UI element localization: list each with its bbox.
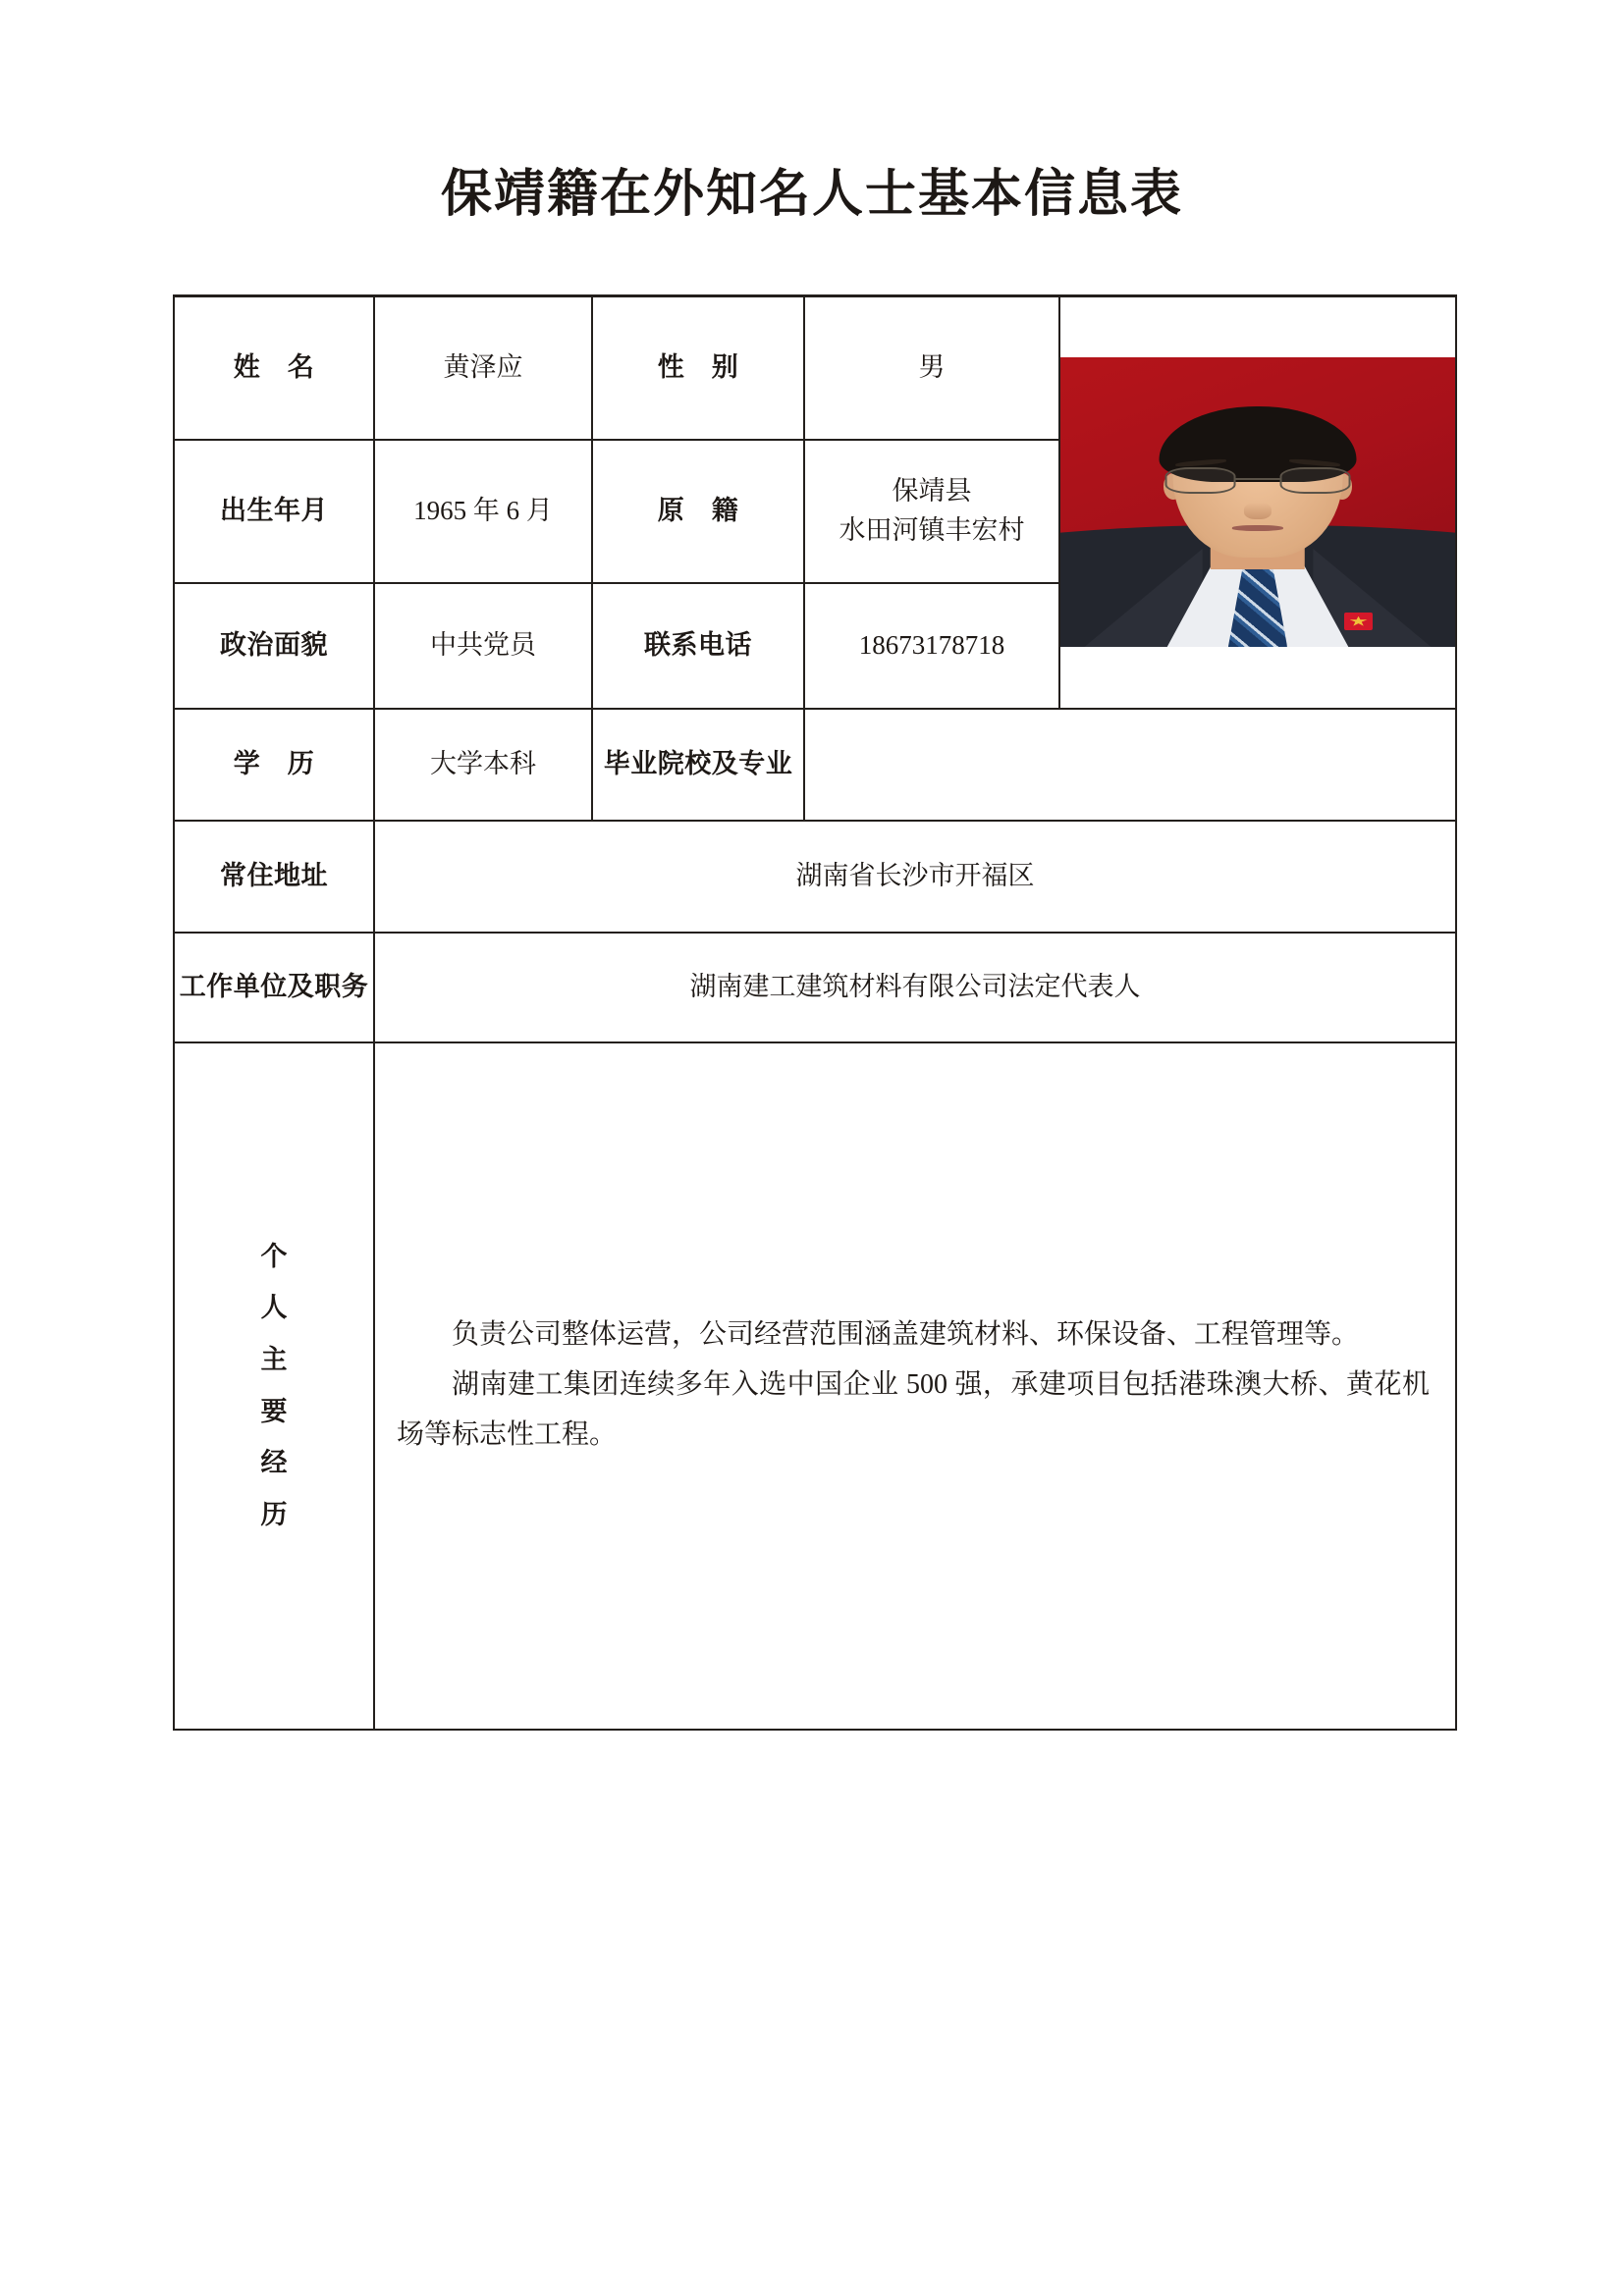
experience-paragraph: 负责公司整体运营，公司经营范围涵盖建筑材料、环保设备、工程管理等。 xyxy=(452,1319,1360,1351)
cell-label-school xyxy=(592,709,804,821)
experience-label-char: 经 xyxy=(260,1448,288,1478)
value-birth-date: 1965 年 6 月 xyxy=(413,495,553,525)
cell-label-address xyxy=(174,821,374,933)
experience-label-char: 个 xyxy=(260,1241,288,1271)
table-row-name xyxy=(174,296,1456,440)
portrait-illustration xyxy=(1060,357,1455,647)
experience-label-char: 要 xyxy=(260,1396,288,1426)
value-political-status: 中共党员 xyxy=(430,629,536,660)
cell-label-origin xyxy=(592,440,804,583)
cell-label-education xyxy=(174,709,374,821)
person-info-table xyxy=(173,294,1457,1731)
label-name: 姓 名 xyxy=(233,352,315,383)
cell-value-origin xyxy=(804,440,1059,583)
cell-value-political xyxy=(374,583,592,709)
value-education: 大学本科 xyxy=(430,748,536,778)
label-phone: 联系电话 xyxy=(644,629,752,660)
cell-label-birth xyxy=(174,440,374,583)
cell-label-political xyxy=(174,583,374,709)
label-gender: 性 别 xyxy=(657,352,739,383)
cell-photo xyxy=(1059,296,1456,709)
label-education: 学 历 xyxy=(233,748,315,778)
table-row-education xyxy=(174,709,1456,821)
party-emblem-pin-icon xyxy=(1344,613,1372,630)
cell-value-name xyxy=(374,296,592,440)
cell-value-birth xyxy=(374,440,592,583)
value-native-place-line2: 水田河镇丰宏村 xyxy=(839,514,1025,545)
label-political-status: 政治面貌 xyxy=(220,629,328,660)
label-school-major: 毕业院校及专业 xyxy=(603,748,793,778)
cell-value-experience xyxy=(374,1042,1456,1730)
portrait-nose xyxy=(1244,503,1272,520)
label-native-place: 原 籍 xyxy=(657,495,739,525)
experience-label-char: 历 xyxy=(260,1499,288,1529)
cell-value-phone xyxy=(804,583,1059,709)
label-residence: 常住地址 xyxy=(220,860,328,890)
table-row-experience xyxy=(174,1042,1456,1730)
table-row-address xyxy=(174,821,1456,933)
cell-value-school xyxy=(804,709,1456,821)
label-birth-date: 出生年月 xyxy=(220,495,328,525)
cell-value-workplace xyxy=(374,933,1456,1042)
label-personal-experience xyxy=(175,1231,373,1541)
cell-label-experience xyxy=(174,1042,374,1730)
cell-value-education xyxy=(374,709,592,821)
cell-label-gender xyxy=(592,296,804,440)
experience-label-char: 人 xyxy=(260,1293,288,1323)
cell-value-address xyxy=(374,821,1456,933)
cell-label-name xyxy=(174,296,374,440)
experience-text xyxy=(397,1310,1430,1461)
value-residence: 湖南省长沙市开福区 xyxy=(795,860,1035,890)
page-title: 保靖籍在外知名人士基本信息表 xyxy=(440,167,1183,223)
table-row-workplace xyxy=(174,933,1456,1042)
cell-label-workplace xyxy=(174,933,374,1042)
experience-label-char: 主 xyxy=(260,1344,288,1374)
label-workplace-position: 工作单位及职务 xyxy=(179,971,369,1001)
portrait-photo xyxy=(1060,357,1455,647)
cell-label-phone xyxy=(592,583,804,709)
value-phone: 18673178718 xyxy=(858,629,1005,660)
value-name: 黄泽应 xyxy=(443,352,523,383)
value-gender: 男 xyxy=(918,352,946,383)
value-workplace-position: 湖南建工建筑材料有限公司法定代表人 xyxy=(689,971,1141,1001)
experience-paragraph: 湖南建工集团连续多年入选中国企业 500 强，承建项目包括港珠澳大桥、黄花机场等标志性工程。 xyxy=(397,1369,1430,1450)
cell-value-gender xyxy=(804,296,1059,440)
value-native-place-line1: 保靖县 xyxy=(892,476,972,507)
glasses-icon xyxy=(1165,467,1351,494)
